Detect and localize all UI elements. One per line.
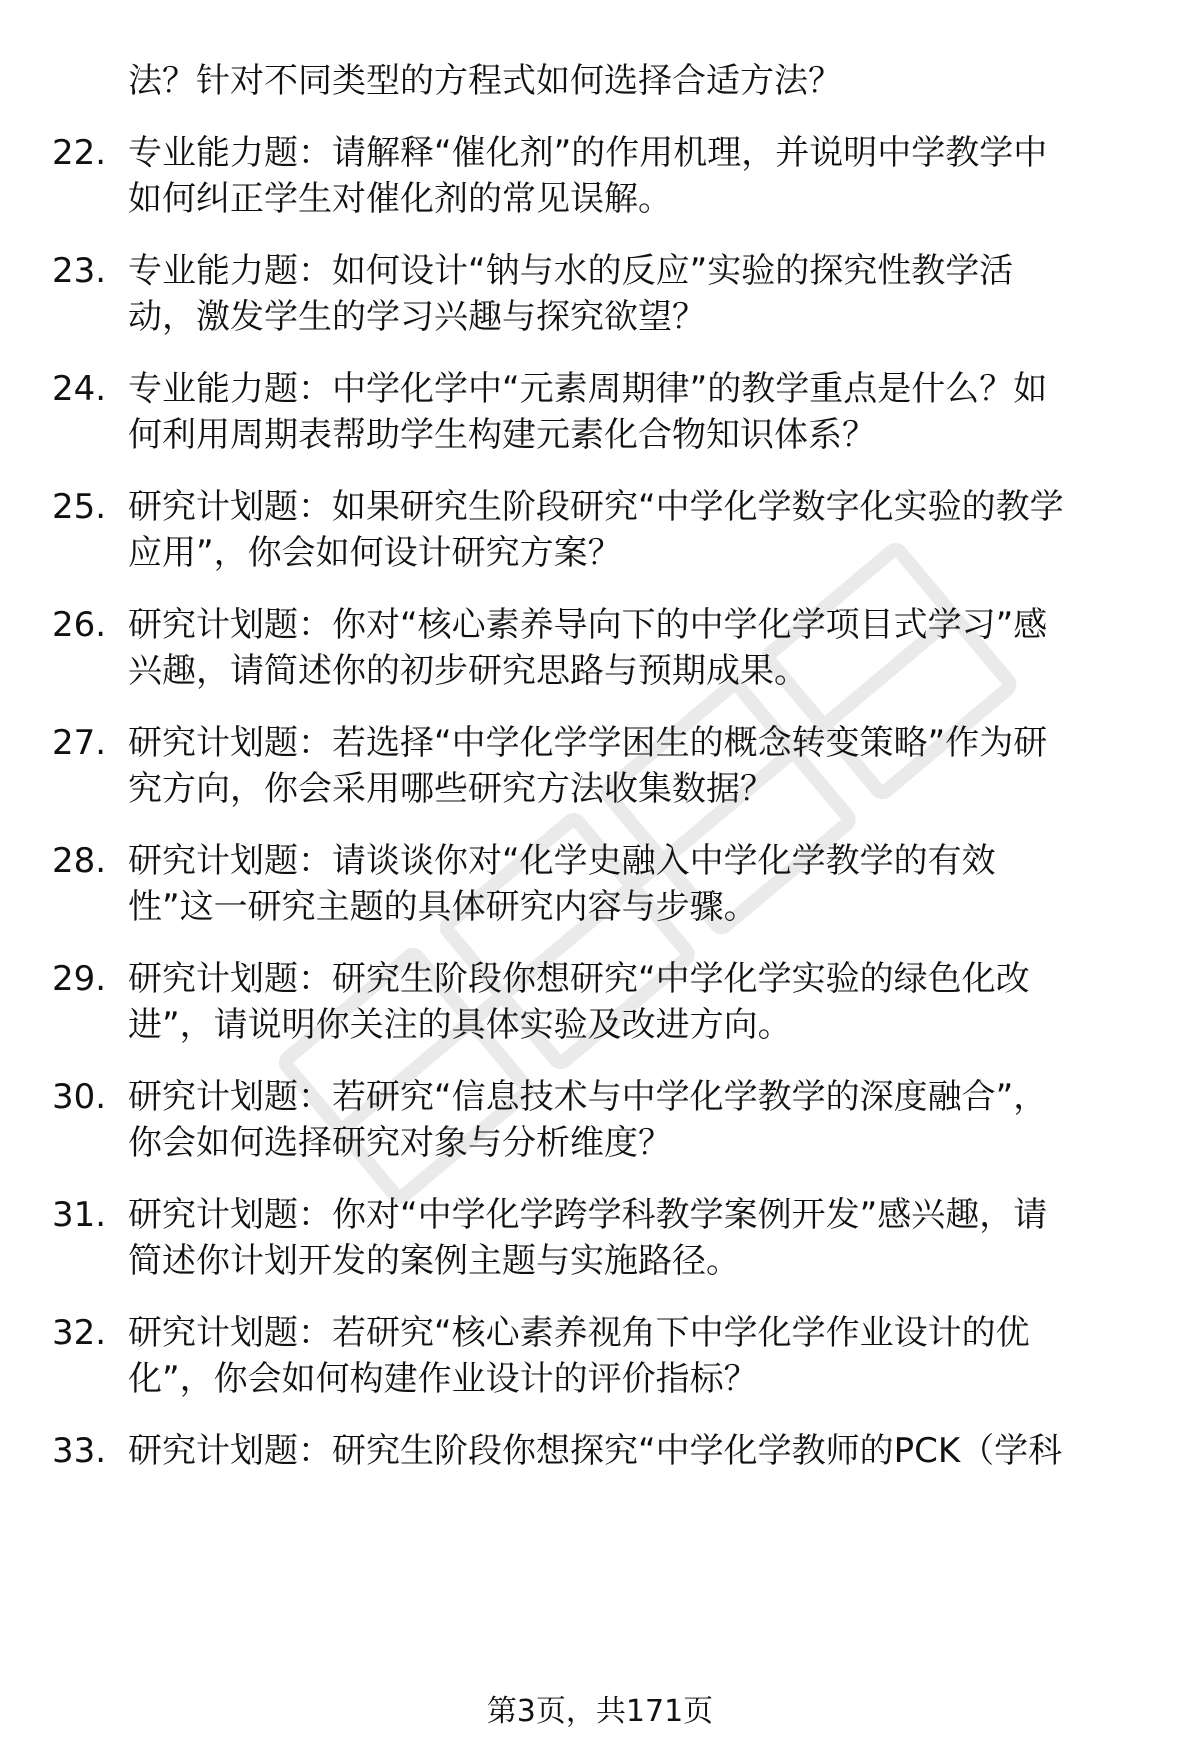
question-text-line: 进”，请说明你关注的具体实验及改进方向。 [128,1005,792,1045]
question-text-line: 动，激发学生的学习兴趣与探究欲望？ [128,297,706,337]
continued-line: 法？针对不同类型的方程式如何选择合适方法？ [128,61,842,101]
question-text-line: 研究计划题：请谈谈你对“化学史融入中学化学教学的有效 [128,841,996,881]
question-text-line: 如何纠正学生对催化剂的常见误解。 [128,179,672,219]
question-text-line: 性”这一研究主题的具体研究内容与步骤。 [128,887,758,927]
question-text-line: 你会如何选择研究对象与分析维度？ [128,1123,672,1163]
question-text-line: 研究计划题：你对“核心素养导向下的中学化学项目式学习”感 [128,605,1048,645]
question-number: 33. [52,1431,107,1471]
question-text-line: 兴趣，请简述你的初步研究思路与预期成果。 [128,651,808,691]
question-number: 22. [52,133,107,173]
question-text-line: 简述你计划开发的案例主题与实施路径。 [128,1241,740,1281]
question-text-line: 研究计划题：研究生阶段你想研究“中学化学实验的绿色化改 [128,959,1030,999]
question-text-line: 何利用周期表帮助学生构建元素化合物知识体系？ [128,415,876,455]
question-number: 29. [52,959,107,999]
question-number: 23. [52,251,107,291]
question-number: 24. [52,369,107,409]
question-number: 28. [52,841,107,881]
question-number: 26. [52,605,107,645]
question-text-line: 研究计划题：研究生阶段你想探究“中学化学教师的PCK（学科 [128,1431,1063,1471]
question-number: 32. [52,1313,107,1353]
page-footer: 第3页，共171页 [486,1694,714,1729]
question-number: 31. [52,1195,107,1235]
question-number: 27. [52,723,107,763]
question-text-line: 究方向，你会采用哪些研究方法收集数据？ [128,769,774,809]
question-text-line: 研究计划题：如果研究生阶段研究“中学化学数字化实验的教学 [128,487,1064,527]
question-number: 30. [52,1077,107,1117]
question-text-line: 研究计划题：若研究“核心素养视角下中学化学作业设计的优 [128,1313,1030,1353]
question-text-line: 研究计划题：若选择“中学化学学困生的概念转变策略”作为研 [128,723,1048,763]
question-text-line: 研究计划题：你对“中学化学跨学科教学案例开发”感兴趣，请 [128,1195,1048,1235]
question-text-line: 专业能力题：中学化学中“元素周期律”的教学重点是什么？如 [128,369,1048,409]
question-text-line: 应用”，你会如何设计研究方案？ [128,533,622,573]
question-text-line: 研究计划题：若研究“信息技术与中学化学教学的深度融合”， [128,1077,1048,1117]
question-number: 25. [52,487,107,527]
question-text-line: 专业能力题：如何设计“钠与水的反应”实验的探究性教学活 [128,251,1014,291]
question-text-line: 化”，你会如何构建作业设计的评价指标？ [128,1359,758,1399]
question-text-line: 专业能力题：请解释“催化剂”的作用机理，并说明中学教学中 [128,133,1048,173]
